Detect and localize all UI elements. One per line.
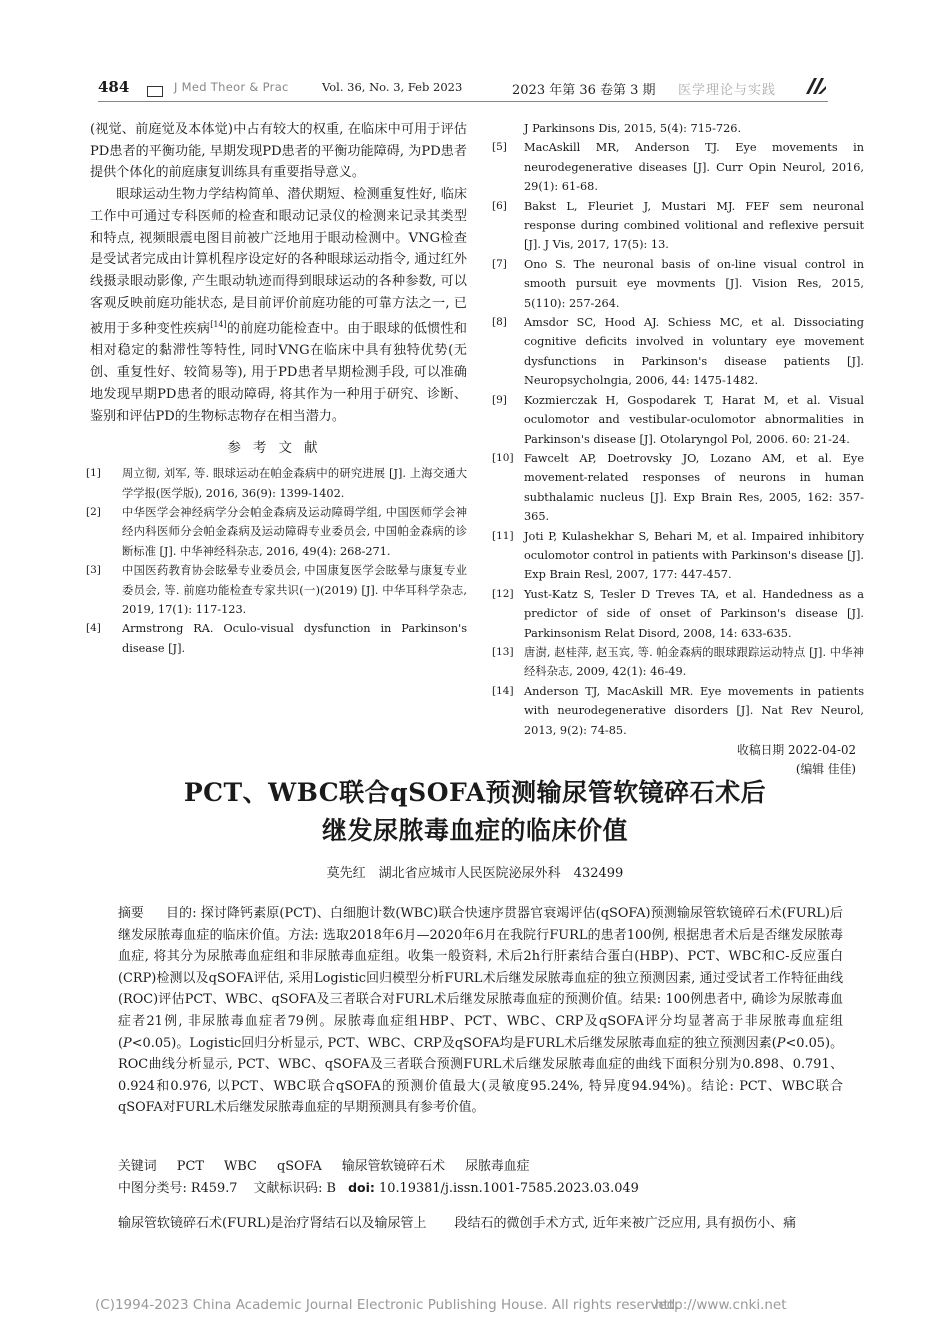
paragraph-2: 眼球运动生物力学结构简单、潜伏期短、检测重复性好, 临床工作中可通过专科医师的检查和眼动记录仪的检测来记录其类型和特点, 视频眼震电图目前被广泛地用于眼动检测中。VNG检查是受试者完成由计算机程序设定好的各种眼球运动指令, 通过红外线摄录眼动影像, 产生眼动轨迹而得到眼球运动的各种参数, 可以客观反映前庭功能状态, 是目前评价前庭功能的可靠方法之一, 已被用于多种变性疾病[14]的前庭功能检查中。由于眼球的低惯性和相对稳定的黏滞性等特性, 同时VNG在临床中具有独特优势(无创、重复性好、较简易等), 用于PD患者早期检测手段, 可以准确地发现早期PD患者的眼动障碍, 将其作为一种用于研究、诊断、鉴别和评估PD的生物标志物存在相当潜力。 bbox=[90, 187, 468, 424]
abstract-label: 摘要 bbox=[118, 906, 144, 921]
keyword: WBC bbox=[224, 1159, 257, 1174]
keywords bbox=[118, 1155, 843, 1174]
article-title bbox=[0, 774, 950, 850]
body-text-start: 输尿管软镜碎石术(FURL)是治疗肾结石以及输尿管上 段结石的微创手术方式, 近年来被广泛应用, 具有损伤小、痛 bbox=[118, 1216, 797, 1231]
references-heading: 参考文献 bbox=[227, 440, 330, 457]
right-column bbox=[492, 119, 864, 779]
keyword: qSOFA bbox=[276, 1159, 322, 1174]
reference-item: [1] 周立彻, 刘军, 等. 眼球运动在帕金森病中的研究进展 [J]. 上海交通大学学报(医学版), 2016, 36(9): 1399-1402. bbox=[86, 467, 467, 500]
abstract: 摘要 目的: 探讨降钙素原(PCT)、白细胞计数(WBC)联合快速序贯器官衰竭评估(qSOFA)预测输尿管软镜碎石术(FURL)后继发尿脓毒血症的临床价值。方法: 选取2018年6月—2020年6月在我院行FURL的患者100例, 根据患者术后是否继发尿脓毒血症, 将其分为尿脓毒血症组和非尿脓毒血症组。收集一般资料, 术后2h行肝素结合蛋白(HBP)、PCT、WBC和C-反应蛋白(CRP)检测以及qSOFA评估, 采用Logistic回归模型分析FURL术后继发尿脓毒血症的独立预测因素, 通过受试者工作特征曲线(ROC)评估PCT、WBC、qSOFA及三者联合对FURL术后继发尿脓毒血症的预测价值。结果: 100例患者中, 确诊为尿脓毒血症者21例, 非尿脓毒血症者79例。尿脓毒血症组HBP、PCT、WBC、CRP及qSOFA评分均显著高于非尿脓毒血症组(P<0.05)。Logistic回归分析显示, PCT、WBC、CRP及qSOFA均是FURL术后继发尿脓毒血症的独立预测因素(P<0.05)。ROC曲线分析显示, PCT、WBC、qSOFA及三者联合预测FURL术后继发尿脓毒血症的曲线下面积分别为0.898、0.791、0.924和0.976, 以PCT、WBC联合qSOFA的预测价值最大(灵敏度95.24%, 特异度94.94%)。结论: PCT、WBC联合qSOFA对FURL术后继发尿脓毒血症的早期预测具有参考价值。 bbox=[118, 903, 843, 1119]
article-title-line-2: 继发尿脓毒血症的临床价值 bbox=[321, 816, 628, 845]
left-column bbox=[86, 119, 468, 658]
reference-item: [3] 中国医药教育协会眩晕专业委员会, 中国康复医学会眩晕与康复专业委员会, 等. 前庭功能检查专家共识(一)(2019) [J]. 中华耳科学杂志, 2019, 17(1): 117-123. bbox=[86, 564, 467, 617]
doi-link[interactable]: 10.19381/j.issn.1001-7585.2023.03.049 bbox=[379, 1181, 639, 1196]
keyword: PCT bbox=[176, 1159, 204, 1174]
doi-label: doi: bbox=[348, 1180, 375, 1195]
author-affiliation: 莫先红 湖北省应城市人民医院泌尿外科 432499 bbox=[326, 866, 624, 881]
document-code: 文献标识码: B bbox=[253, 1181, 336, 1196]
reference-item: [9] Kozmierczak H, Gospodarek T, Harat M, et al. Visual oculomotor and vestibular-oculomotor abnormalities in Parkinson's disease [J]. Otolaryngol Pol, 2006. 60: 21-24. bbox=[492, 393, 864, 446]
reference-item: [12] Yust-Katz S, Tesler D Treves TA, et al. Handedness as a predictor of side of onset of Parkinson's disease [J]. Parkinsonism Relat Disord, 2008, 14: 633-635. bbox=[492, 587, 864, 640]
article-title-line-1: PCT、WBC联合qSOFA预测输尿管软镜碎石术后 bbox=[183, 778, 767, 807]
reference-item: [6] Bakst L, Fleuriet J, Mustari MJ. FEF sem neuronal response during combined volitional and reflexive persuit [J]. J Vis, 2017, 17(5): 13. bbox=[492, 199, 864, 252]
reference-item: [5] MacAskill MR, Anderson TJ. Eye movements in neurodegenerative diseases [J]. Curr Opin Neurol, 2016, 29(1): 61-68. bbox=[492, 141, 864, 194]
reference-item: [11] Joti P, Kulashekhar S, Behari M, et al. Impaired inhibitory oculomotor control in patients with Parkinson's disease [J]. Exp Brain Resl, 2007, 177: 447-457. bbox=[492, 529, 864, 582]
journal-volume: Vol. 36, No. 3, Feb 2023 bbox=[322, 80, 463, 94]
classification-info bbox=[118, 1177, 843, 1196]
paragraph-1: (视觉、前庭觉及本体觉)中占有较大的权重, 在临床中可用于评估PD患者的平衡功能, 早期发现PD患者的平衡功能障碍, 为PD患者提供个体化的前庭康复训练具有重要指导意义。 bbox=[90, 122, 467, 181]
reference-item: [7] Ono S. The neuronal basis of on-line visual control in smooth pursuit eye movments [J]. Vision Res, 2015, 5(110): 257-264. bbox=[492, 257, 864, 310]
reference-item: [8] Amsdor SC, Hood AJ. Schiess MC, et al. Dissociating cognitive deficits involved in voluntary eye movement dysfunctions in Parkinson's disease patients [J]. Neuropsycholngia, 2006, 44: 1475-1482. bbox=[492, 316, 864, 388]
editor: (编辑 佳佳) bbox=[795, 762, 856, 776]
header-rule bbox=[98, 101, 828, 102]
keyword: 尿脓毒血症 bbox=[465, 1159, 530, 1174]
reference-item: [13] 唐澍, 赵桂萍, 赵玉宾, 等. 帕金森病的眼球跟踪运动特点 [J]. 中华神经科杂志, 2009, 42(1): 46-49. bbox=[492, 645, 864, 679]
citation: [14] bbox=[210, 320, 227, 330]
reference-item: [10] Fawcelt AP, Doetrovsky JO, Lozano AM, et al. Eye movement-related responses of neurons in human subthalamic nucleus [J]. Exp Brain Res, 2005, 162: 357-365. bbox=[492, 451, 864, 524]
reference-continuation: J Parkinsons Dis, 2015, 5(4): 715-726. bbox=[524, 122, 742, 135]
reference-item: [2] 中华医学会神经病学分会帕金森病及运动障碍学组, 中国医师学会神经内科医师分会帕金森病及运动障碍专业委员会, 中国帕金森病的诊断标准 [J]. 中华神经科杂志, 2016, 49(4): 268-271. bbox=[86, 506, 467, 558]
cnki-link[interactable]: http://www.cnki.net bbox=[655, 1297, 787, 1313]
page-number: 484 bbox=[98, 78, 130, 96]
copyright-footer: (C)1994-2023 China Academic Journal Electronic Publishing House. All rights reserved. bbox=[95, 1297, 680, 1313]
issue-cn: 2023 年第 36 卷第 3 期 bbox=[512, 83, 656, 98]
journal-name-cn: 医学理论与实践 bbox=[678, 83, 777, 98]
reference-item: [4] Armstrong RA. Oculo-visual dysfunction in Parkinson's disease [J]. bbox=[86, 622, 467, 655]
journal-name: J Med Theor & Prac bbox=[174, 80, 289, 94]
journal-logo-icon bbox=[804, 74, 828, 98]
reference-item: [14] Anderson TJ, MacAskill MR. Eye movements in patients with neurodegenerative disorders [J]. Nat Rev Neurol, 2013, 9(2): 74-85. bbox=[492, 684, 864, 737]
keywords-label: 关键词 bbox=[118, 1159, 157, 1174]
header-box-icon bbox=[147, 86, 163, 97]
keyword: 输尿管软镜碎石术 bbox=[341, 1159, 445, 1174]
class-number: 中图分类号: R459.7 bbox=[118, 1181, 238, 1196]
received-date: 收稿日期 2022-04-02 bbox=[737, 743, 856, 757]
